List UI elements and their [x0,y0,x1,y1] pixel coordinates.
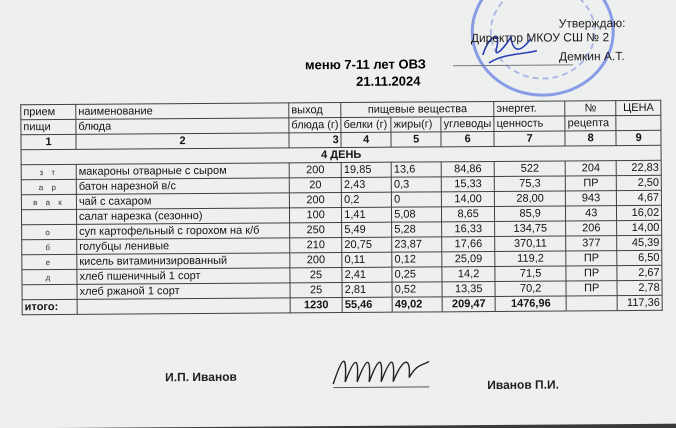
dish-protein: 2,41 [342,267,392,282]
meal-letters: о [22,224,77,239]
dish-energy: 28,00 [495,191,566,206]
total-row [22,295,662,314]
total-label: итого: [22,299,77,314]
dish-yield: 25 [290,268,342,283]
dish-protein: 20,75 [342,237,392,252]
approval-line-2: Директор МКОУ СШ № 2 [470,30,610,46]
dish-yield: 210 [290,238,342,253]
dish-yield: 200 [290,253,342,268]
dish-name: батон нарезной в/с [76,178,289,194]
dish-fat: 0,3 [391,177,441,192]
col-num: 8 [565,131,616,146]
dish-price: 14,00 [617,220,662,235]
header-price: ЦЕНА [616,100,661,115]
total-fat: 49,02 [392,297,442,312]
footer-name-right: Иванов П.И. [487,377,559,393]
dish-fat: 5,08 [392,207,442,222]
dish-protein: 1,41 [342,207,392,222]
dish-protein: 2,43 [341,177,391,192]
dish-yield: 200 [289,163,341,178]
header-yield: выход [289,103,341,118]
dish-yield: 25 [290,283,342,298]
col-num: 5 [391,132,441,147]
dish-energy: 70,2 [495,281,566,296]
dish-price: 2,67 [617,265,662,280]
header-energy-2: ценность [494,116,565,131]
header-energy: энерrет. [494,101,565,116]
col-num: 1 [21,134,76,149]
dish-fat: 0,25 [392,267,442,282]
dish-fat: 13,6 [391,162,441,177]
dish-fat: 0,52 [392,282,442,297]
meal-letters: е [22,254,77,269]
meal-letters: в а к [21,194,76,209]
total-recipe-empty [566,296,617,311]
header-yield-2: блюда (г) [289,118,341,133]
dish-fat: 23,87 [392,237,442,252]
col-num: 9 [616,130,661,145]
dish-fat: 0 [392,192,442,207]
col-num: 3 [289,133,341,148]
dish-protein: 0,11 [342,252,392,267]
header-dish-name: наименование [76,103,289,119]
total-protein: 55,46 [342,297,392,312]
header-meal: прием [21,104,76,119]
dish-protein: 2,81 [342,282,392,297]
dish-name: чай с сахаром [76,193,289,209]
col-num: 2 [76,133,289,149]
dish-carbs: 84,86 [441,161,494,176]
dish-carbs: 14,2 [442,266,495,281]
dish-carbs: 25,09 [442,251,495,266]
dish-name: хлеб пшеничный 1 сорт [77,268,290,284]
dish-name: хлеб ржаной 1 сорт [77,283,290,299]
dish-price: 45,39 [617,235,662,250]
meal-letters [21,209,76,224]
menu-date: 21.11.2024 [356,73,421,89]
dish-carbs: 8,65 [442,206,495,221]
dish-carbs: 15,33 [441,176,494,191]
dish-energy: 119,2 [495,251,566,266]
total-carbs: 209,47 [442,296,495,311]
dish-carbs: 16,33 [442,221,495,236]
dish-yield: 20 [289,178,341,193]
approval-line-1: Утверждаю: [558,16,626,31]
dish-price: 6,50 [617,250,662,265]
dish-yield: 250 [290,223,342,238]
dish-energy: 71,5 [495,266,566,281]
header-nutrients: пищевые вещества [341,101,494,117]
handwritten-signature [325,347,435,392]
footer-name-left: И.П. Иванов [165,369,237,385]
meal-letters: д [22,269,77,284]
dish-protein: 19,85 [341,162,391,177]
menu-table [20,100,663,315]
header-price-2 [616,115,661,130]
dish-energy: 134,75 [495,221,566,236]
dish-protein: 0,2 [342,192,392,207]
dish-price: 4,67 [617,190,662,205]
meal-letters: а р [21,179,76,194]
dish-name: суп картофельный с горохом на к/б [77,223,290,239]
dish-fat: 0,12 [392,252,442,267]
dish-yield: 200 [289,193,341,208]
header-fat: жиры(г) [391,117,441,132]
dish-energy: 522 [494,161,565,176]
header-protein: белки (г) [341,117,391,132]
header-number: № [565,101,616,116]
total-empty [77,298,290,314]
dish-recipe: ПР [565,176,616,191]
meal-letters: б [22,239,77,254]
dish-price: 16,02 [617,205,662,220]
dish-fat: 5,28 [392,222,442,237]
dish-recipe: 204 [565,161,616,176]
dish-carbs: 17,66 [442,236,495,251]
dish-recipe: ПР [566,266,617,281]
dish-price: 22,83 [616,160,661,175]
dish-recipe: 943 [566,191,617,206]
dish-recipe: 377 [566,236,617,251]
dish-name: салат нарезка (сезонно) [76,208,289,224]
dish-carbs: 13,35 [442,281,495,296]
dish-energy: 75,3 [494,176,565,191]
col-num: 7 [494,131,565,146]
total-price: 117,36 [617,295,662,310]
dish-price: 2,50 [616,175,661,190]
dish-recipe: 43 [566,206,617,221]
dish-price: 2,78 [617,280,662,295]
dish-recipe: ПР [566,251,617,266]
total-yield: 1230 [290,298,342,313]
day-label: 4 ДЕНЬ [21,145,661,164]
col-num: 4 [341,132,391,147]
dish-carbs: 14,00 [442,191,495,206]
meal-letters [22,284,77,299]
menu-title: меню 7-11 лет ОВЗ [304,56,426,73]
dish-name: голубцы ленивые [77,238,290,254]
dish-recipe: ПР [566,281,617,296]
dish-energy: 370,11 [495,236,566,251]
dish-name: кисель витаминизированный [77,253,290,269]
dish-recipe: 206 [566,221,617,236]
header-carbs: углеводы [441,116,494,131]
meal-letters: з т [21,164,76,179]
dish-name: макароны отварные с сыром [76,163,289,179]
header-meal-2: пищи [21,119,76,134]
total-energy: 1476,96 [495,296,566,311]
col-num: 6 [441,131,494,146]
dish-energy: 85,9 [495,206,566,221]
dish-yield: 100 [289,208,341,223]
approval-line-3: Демкин А.Т. [558,49,625,64]
header-dish-2: блюда [76,118,289,134]
dish-protein: 5,49 [342,222,392,237]
header-recipe: рецепта [565,116,616,131]
